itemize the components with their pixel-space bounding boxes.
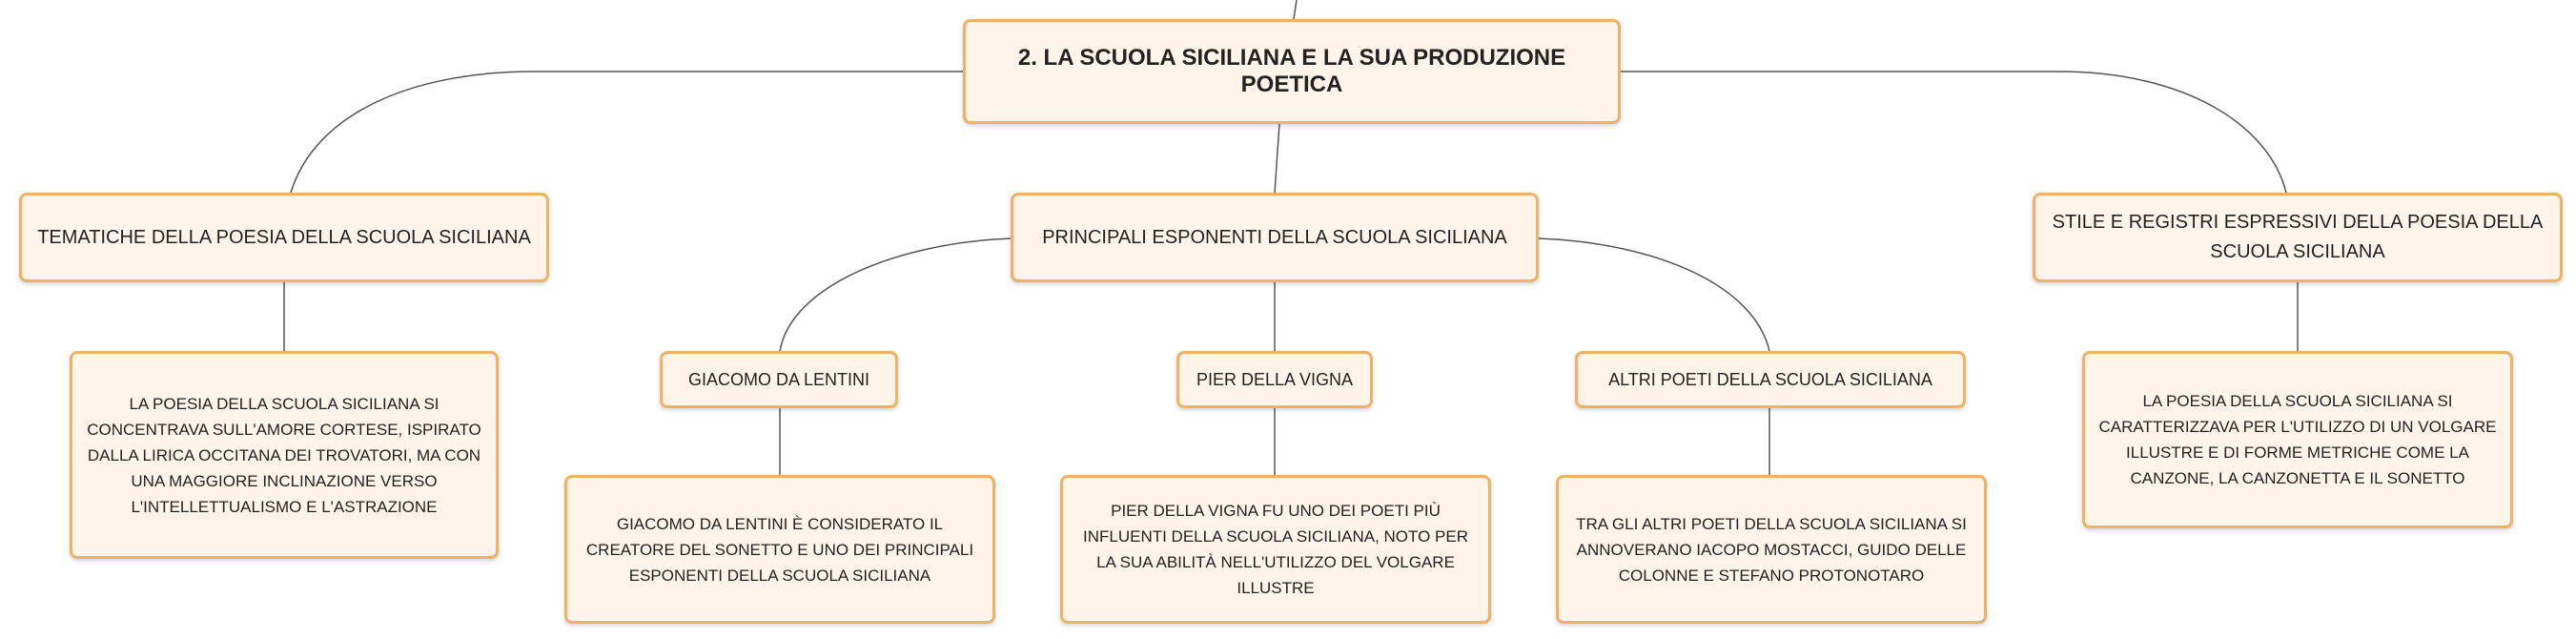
topic-esponenti-label: PRINCIPALI ESPONENTI DELLA SCUOLA SICILIANA	[1042, 226, 1507, 248]
topic-tematiche-node[interactable]	[19, 193, 549, 282]
topic-tematiche-label: TEMATICHE DELLA POESIA DELLA SCUOLA SICILIANA	[37, 226, 531, 248]
tematiche-description-text: LA POESIA DELLA SCUOLA SICILIANA SI CONCENTRAVA SULL'AMORE CORTESE, ISPIRATO DALLA LIRICA OCCITANA DEI TROVATORI, MA CON UNA MAGGIORE INCLINAZIONE VERSO L'INTELLETTUALISMO E L'ASTRAZIONE	[87, 394, 481, 516]
connector-root-esponenti	[1275, 124, 1279, 193]
lentini-description-node[interactable]	[564, 475, 995, 624]
stile-description-text: LA POESIA DELLA SCUOLA SICILIANA SI CARATTERIZZAVA PER L'UTILIZZO DI UN VOLGARE ILLUSTRE E DI FORME METRICHE COME LA CANZONE, LA CANZONETTA E IL SONETTO	[2098, 392, 2497, 487]
vigna-description-text: PIER DELLA VIGNA FU UNO DEI POETI PIÙ INFLUENTI DELLA SCUOLA SICILIANA, NOTO PER LA SUA ABILITÀ NELL'UTILIZZO DEL VOLGARE ILLUSTRE	[1082, 502, 1469, 597]
connector-root-stile	[1621, 72, 2286, 193]
subtopic-vigna-label: PIER DELLA VIGNA	[1196, 369, 1354, 389]
tematiche-description-node[interactable]	[70, 351, 499, 559]
subtopic-vigna-node[interactable]	[1176, 351, 1373, 408]
vigna-description-node[interactable]	[1060, 475, 1491, 624]
lentini-description-text: GIACOMO DA LENTINI È CONSIDERATO IL CREATORE DEL SONETTO E UNO DEI PRINCIPALI ESPONENTI DELLA SCUOLA SICILIANA	[585, 514, 974, 585]
connector-esponenti-altri	[1539, 238, 1769, 351]
connector-parent-root	[1294, 0, 1297, 19]
subtopic-altri-label: ALTRI POETI DELLA SCUOLA SICILIANA	[1608, 369, 1932, 389]
root-topic-label: 2. LA SCUOLA SICILIANA E LA SUA PRODUZIONE POETICA	[1017, 45, 1566, 97]
connector-root-tematiche	[291, 72, 963, 193]
subtopic-altri-node[interactable]	[1575, 351, 1966, 408]
topic-esponenti-node[interactable]	[1011, 193, 1539, 282]
altri-description-text: TRA GLI ALTRI POETI DELLA SCUOLA SICILIANA SI ANNOVERANO IACOPO MOSTACCI, GUIDO DELLE COLONNE E STEFANO PROTONOTARO	[1576, 514, 1967, 585]
altri-description-node[interactable]	[1556, 475, 1987, 624]
topic-stile-label: STILE E REGISTRI ESPRESSIVI DELLA POESIA DELLA SCUOLA SICILIANA	[2052, 212, 2544, 262]
topic-stile-node[interactable]	[2033, 193, 2563, 282]
subtopic-lentini-label: GIACOMO DA LENTINI	[687, 369, 870, 389]
root-topic-node[interactable]	[963, 19, 1621, 124]
subtopic-lentini-node[interactable]	[660, 351, 898, 408]
stile-description-node[interactable]	[2082, 351, 2513, 528]
connector-esponenti-lentini	[780, 238, 1011, 351]
